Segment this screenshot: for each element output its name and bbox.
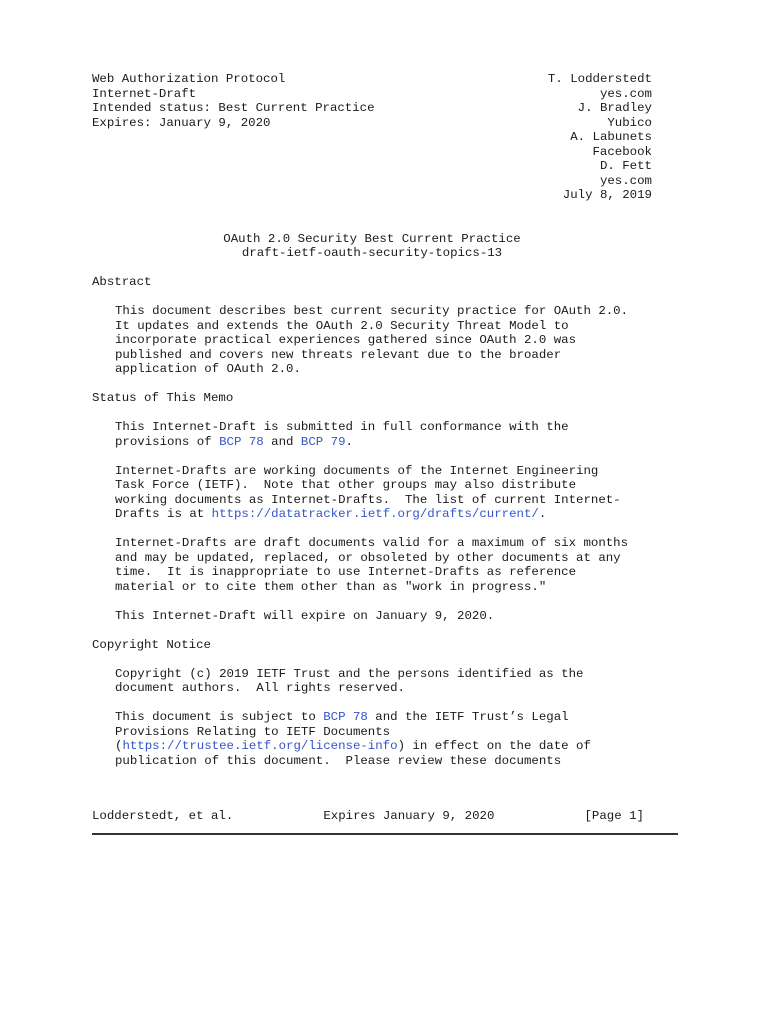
author: T. Lodderstedt [547, 72, 652, 86]
copyright-line: Copyright (c) 2019 IETF Trust and the persons identified as the [115, 666, 584, 681]
copyright-line: Provisions Relating to IETF Documents [115, 724, 391, 739]
author: D. Fett [599, 159, 652, 173]
draft-name: draft-ietf-oauth-security-topics-13 [241, 246, 503, 260]
abstract-line: This document describes best current security practice for OAuth 2.0. [115, 304, 629, 318]
header-row [92, 116, 652, 131]
bcp78-link[interactable]: BCP 78 [323, 710, 368, 724]
expires: Expires: January 9, 2020 [92, 115, 271, 130]
status-line: material or to cite them other than as "work in progress." [115, 579, 547, 594]
header-row [92, 188, 652, 203]
author: A. Labunets [570, 130, 652, 144]
page-footer [92, 809, 644, 824]
status-line: and may be updated, replaced, or obsoleted by other documents at any [115, 550, 621, 565]
status-line: Drafts is at https://datatracker.ietf.org/drafts/current/. [115, 507, 547, 521]
status-line: working documents as Internet-Drafts. The list of current Internet- [115, 492, 621, 507]
copyright-line: document authors. All rights reserved. [115, 681, 405, 695]
header-row [92, 87, 652, 102]
author: J. Bradley [577, 101, 652, 115]
status-line: This Internet-Draft is submitted in full conformance with the [115, 420, 569, 434]
status-line: This Internet-Draft will expire on January 9, 2020. [115, 608, 495, 623]
status-line: provisions of BCP 78 and BCP 79. [115, 434, 353, 449]
header-row [92, 159, 652, 174]
abstract-line: It updates and extends the OAuth 2.0 Security Threat Model to [115, 318, 569, 333]
header-row [92, 130, 652, 145]
bcp78-link[interactable]: BCP 78 [219, 434, 264, 449]
license-info-link[interactable]: https://trustee.ietf.org/license-info [122, 739, 398, 753]
author-org: yes.com [599, 173, 652, 188]
document-body [92, 72, 652, 768]
copyright-line: publication of this document. Please review these documents [115, 753, 562, 768]
header-row [92, 174, 652, 189]
abstract-line: incorporate practical experiences gathered since OAuth 2.0 was [115, 333, 577, 347]
status-line: Task Force (IETF). Note that other groups may also distribute [115, 478, 577, 492]
abstract-line: application of OAuth 2.0. [115, 362, 301, 376]
page-divider [92, 833, 678, 835]
header-row [92, 101, 652, 116]
copyright-line: (https://trustee.ietf.org/license-info) in effect on the date of [115, 739, 591, 753]
working-group: Web Authorization Protocol [92, 72, 286, 86]
doc-type: Internet-Draft [92, 86, 197, 101]
section-heading-copyright: Copyright Notice [92, 637, 211, 652]
bcp79-link[interactable]: BCP 79 [300, 434, 346, 449]
section-heading-abstract: Abstract [92, 275, 152, 289]
author-org: Facebook [592, 144, 652, 159]
author-org: yes.com [599, 86, 652, 101]
header-row [92, 72, 652, 87]
author-org: Yubico [607, 115, 652, 130]
status-line: Internet-Drafts are draft documents valid for a maximum of six months [115, 536, 629, 550]
footer-authors: Lodderstedt, et al. [92, 809, 234, 823]
footer-expires: Expires January 9, 2020 [323, 809, 495, 823]
document-title: OAuth 2.0 Security Best Current Practice [223, 231, 521, 246]
footer-page-number: [Page 1] [584, 809, 644, 823]
status-line: Internet-Drafts are working documents of the Internet Engineering [115, 463, 599, 478]
abstract-line: published and covers new threats relevant due to the broader [115, 347, 562, 362]
intended-status: Intended status: Best Current Practice [92, 101, 375, 115]
drafts-current-link[interactable]: https://datatracker.ietf.org/drafts/current/ [211, 507, 539, 521]
section-heading-status: Status of This Memo [92, 391, 234, 405]
status-line: time. It is inappropriate to use Internet-Drafts as reference [115, 565, 577, 579]
header-row [92, 145, 652, 160]
publication-date: July 8, 2019 [562, 188, 652, 202]
copyright-line: This document is subject to BCP 78 and the IETF Trust’s Legal [115, 710, 569, 724]
